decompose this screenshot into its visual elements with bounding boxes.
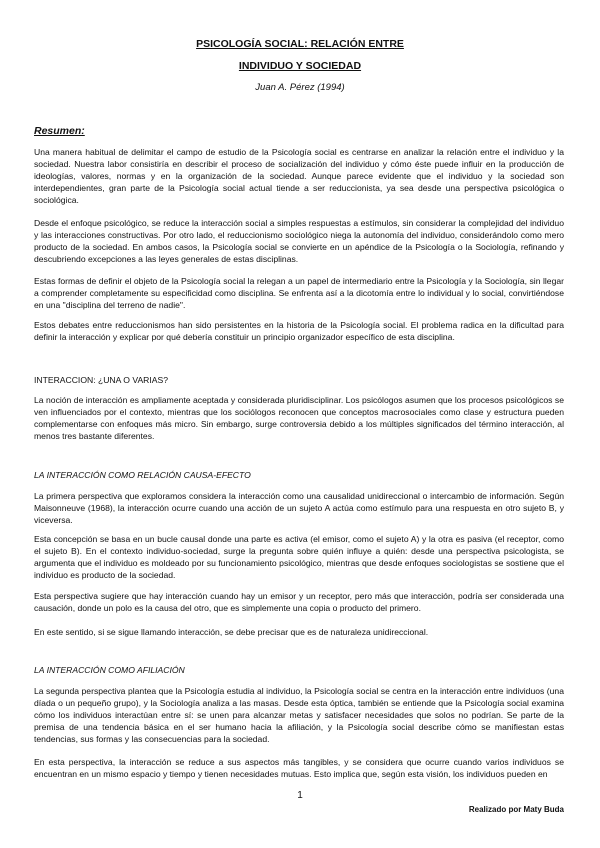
paragraph: Estos debates entre reduccionismos han sido persistentes en la historia de la Psicología social. El problema radica en la dificultad para definir la interacción y explicar por qué debería constituir un principio organizador específico de esta disciplina. — [34, 320, 564, 343]
footer-credit: Realizado por Maty Buda — [468, 805, 564, 814]
resumen-label: Resumen: — [34, 125, 85, 137]
paragraph: La primera perspectiva que exploramos considera la interacción como una causalidad unidireccional o intercambio de información. Según Maisonneuve (1968), la interacción ocurre cuando una acción de un sujeto A actúa como estímulo para una respuesta en otro sujeto B, y viceversa. — [34, 491, 564, 526]
title-line-1: PSICOLOGÍA SOCIAL: RELACIÓN ENTRE — [196, 38, 404, 50]
paragraph: Una manera habitual de delimitar el campo de estudio de la Psicología social es centrarse en analizar la relación entre el individuo y la sociedad. Nuestra labor consistiría en describir el proceso de socialización del individuo y cómo éste puede influir en la producción de ideologías, valores, normas y en la organización de la sociedad. Aunque parece evidente que el individuo y la sociedad son interdependientes, gran parte de la Psicología social actual tiende a ser reduccionista, ya sea desde una perspectiva psicológica o sociológica. — [34, 147, 564, 206]
author-line: Juan A. Pérez (1994) — [255, 82, 345, 93]
paragraph: Esta perspectiva sugiere que hay interacción cuando hay un emisor y un receptor, pero más que interacción, podría ser considerada una causación, donde un polo es la causa del otro, que es simplemente una copia o producto del primero. — [34, 591, 564, 614]
page-number: 1 — [297, 790, 303, 801]
paragraph: Estas formas de definir el objeto de la Psicología social la relegan a un papel de intermediario entre la Psicología y la Sociología, sin llegar a comprender completamente su especificidad como disciplina. Se enfrenta así a la dicotomía entre lo individual y lo social, convirtiéndose en una "disciplina del terreno de nadie". — [34, 276, 564, 311]
paragraph: La segunda perspectiva plantea que la Psicología estudia al individuo, la Psicología social se centra en la interacción entre individuos (una díada o un pequeño grupo), y la Sociología analiza a las masas. Desde esta óptica, también se entiende que la Psicología social examina cómo los individuos interactúan entre sí: se unen para alcanzar metas y satisfacer necesidades que solos no podrían. Se parte de la premisa de una tendencia básica en el ser humano hacia la afiliación, y la Psicología social describe cómo se manifiestan estas tendencias, sus formas y las consecuencias para la sociedad. — [34, 686, 564, 745]
section-heading-afiliacion: LA INTERACCIÓN COMO AFILIACIÓN — [34, 665, 185, 675]
paragraph: Desde el enfoque psicológico, se reduce la interacción social a simples respuestas a estímulos, sin considerar la complejidad del individuo y las interacciones constructivas. Por otro lado, el reduccionismo sociológico niega la autonomía del individuo, considerándolo como mero producto de la sociedad. En ambos casos, la Psicología social se convierte en un apéndice de la Psicología o la Sociología, refinando y descubriendo excepciones a las leyes generales de estas disciplinas. — [34, 218, 564, 265]
section-heading-causa-efecto: LA INTERACCIÓN COMO RELACIÓN CAUSA-EFECTO — [34, 470, 251, 480]
title-line-2: INDIVIDUO Y SOCIEDAD — [238, 60, 362, 72]
paragraph: La noción de interacción es ampliamente aceptada y considerada pluridisciplinar. Los psicólogos asumen que los procesos psicológicos se ven influenciados por el contexto, mientras que los sociólogos reconocen que conceptos macrosociales como clase y estructura pueden complementarse con enfoques más micro. Sin embargo, surge controversia debido a los múltiples significados del término interacción, al menos tres bastante diferentes. — [34, 395, 564, 442]
paragraph: En esta perspectiva, la interacción se reduce a sus aspectos más tangibles, y se considera que ocurre cuando varios individuos se encuentran en un mismo espacio y tiempo y tienen necesidades mutuas. Esto implica que, según esta visión, los individuos pueden en — [34, 757, 564, 780]
paragraph: Esta concepción se basa en un bucle causal donde una parte es activa (el emisor, como el sujeto A) y la otra es pasiva (el receptor, como el sujeto B). En el contexto individuo-sociedad, surge la pregunta sobre quién influye a quién: desde una perspectiva psicologista, se argumenta que el individuo es moldeado por su funcionamiento psicológico, mientras que desde enfoques sociologistas se sostiene que el individuo es producto de la sociedad. — [34, 534, 564, 581]
paragraph: En este sentido, si se sigue llamando interacción, se debe precisar que es de naturaleza unidireccional. — [34, 627, 429, 637]
section-heading-interaccion: INTERACCION: ¿UNA O VARIAS? — [34, 375, 169, 385]
